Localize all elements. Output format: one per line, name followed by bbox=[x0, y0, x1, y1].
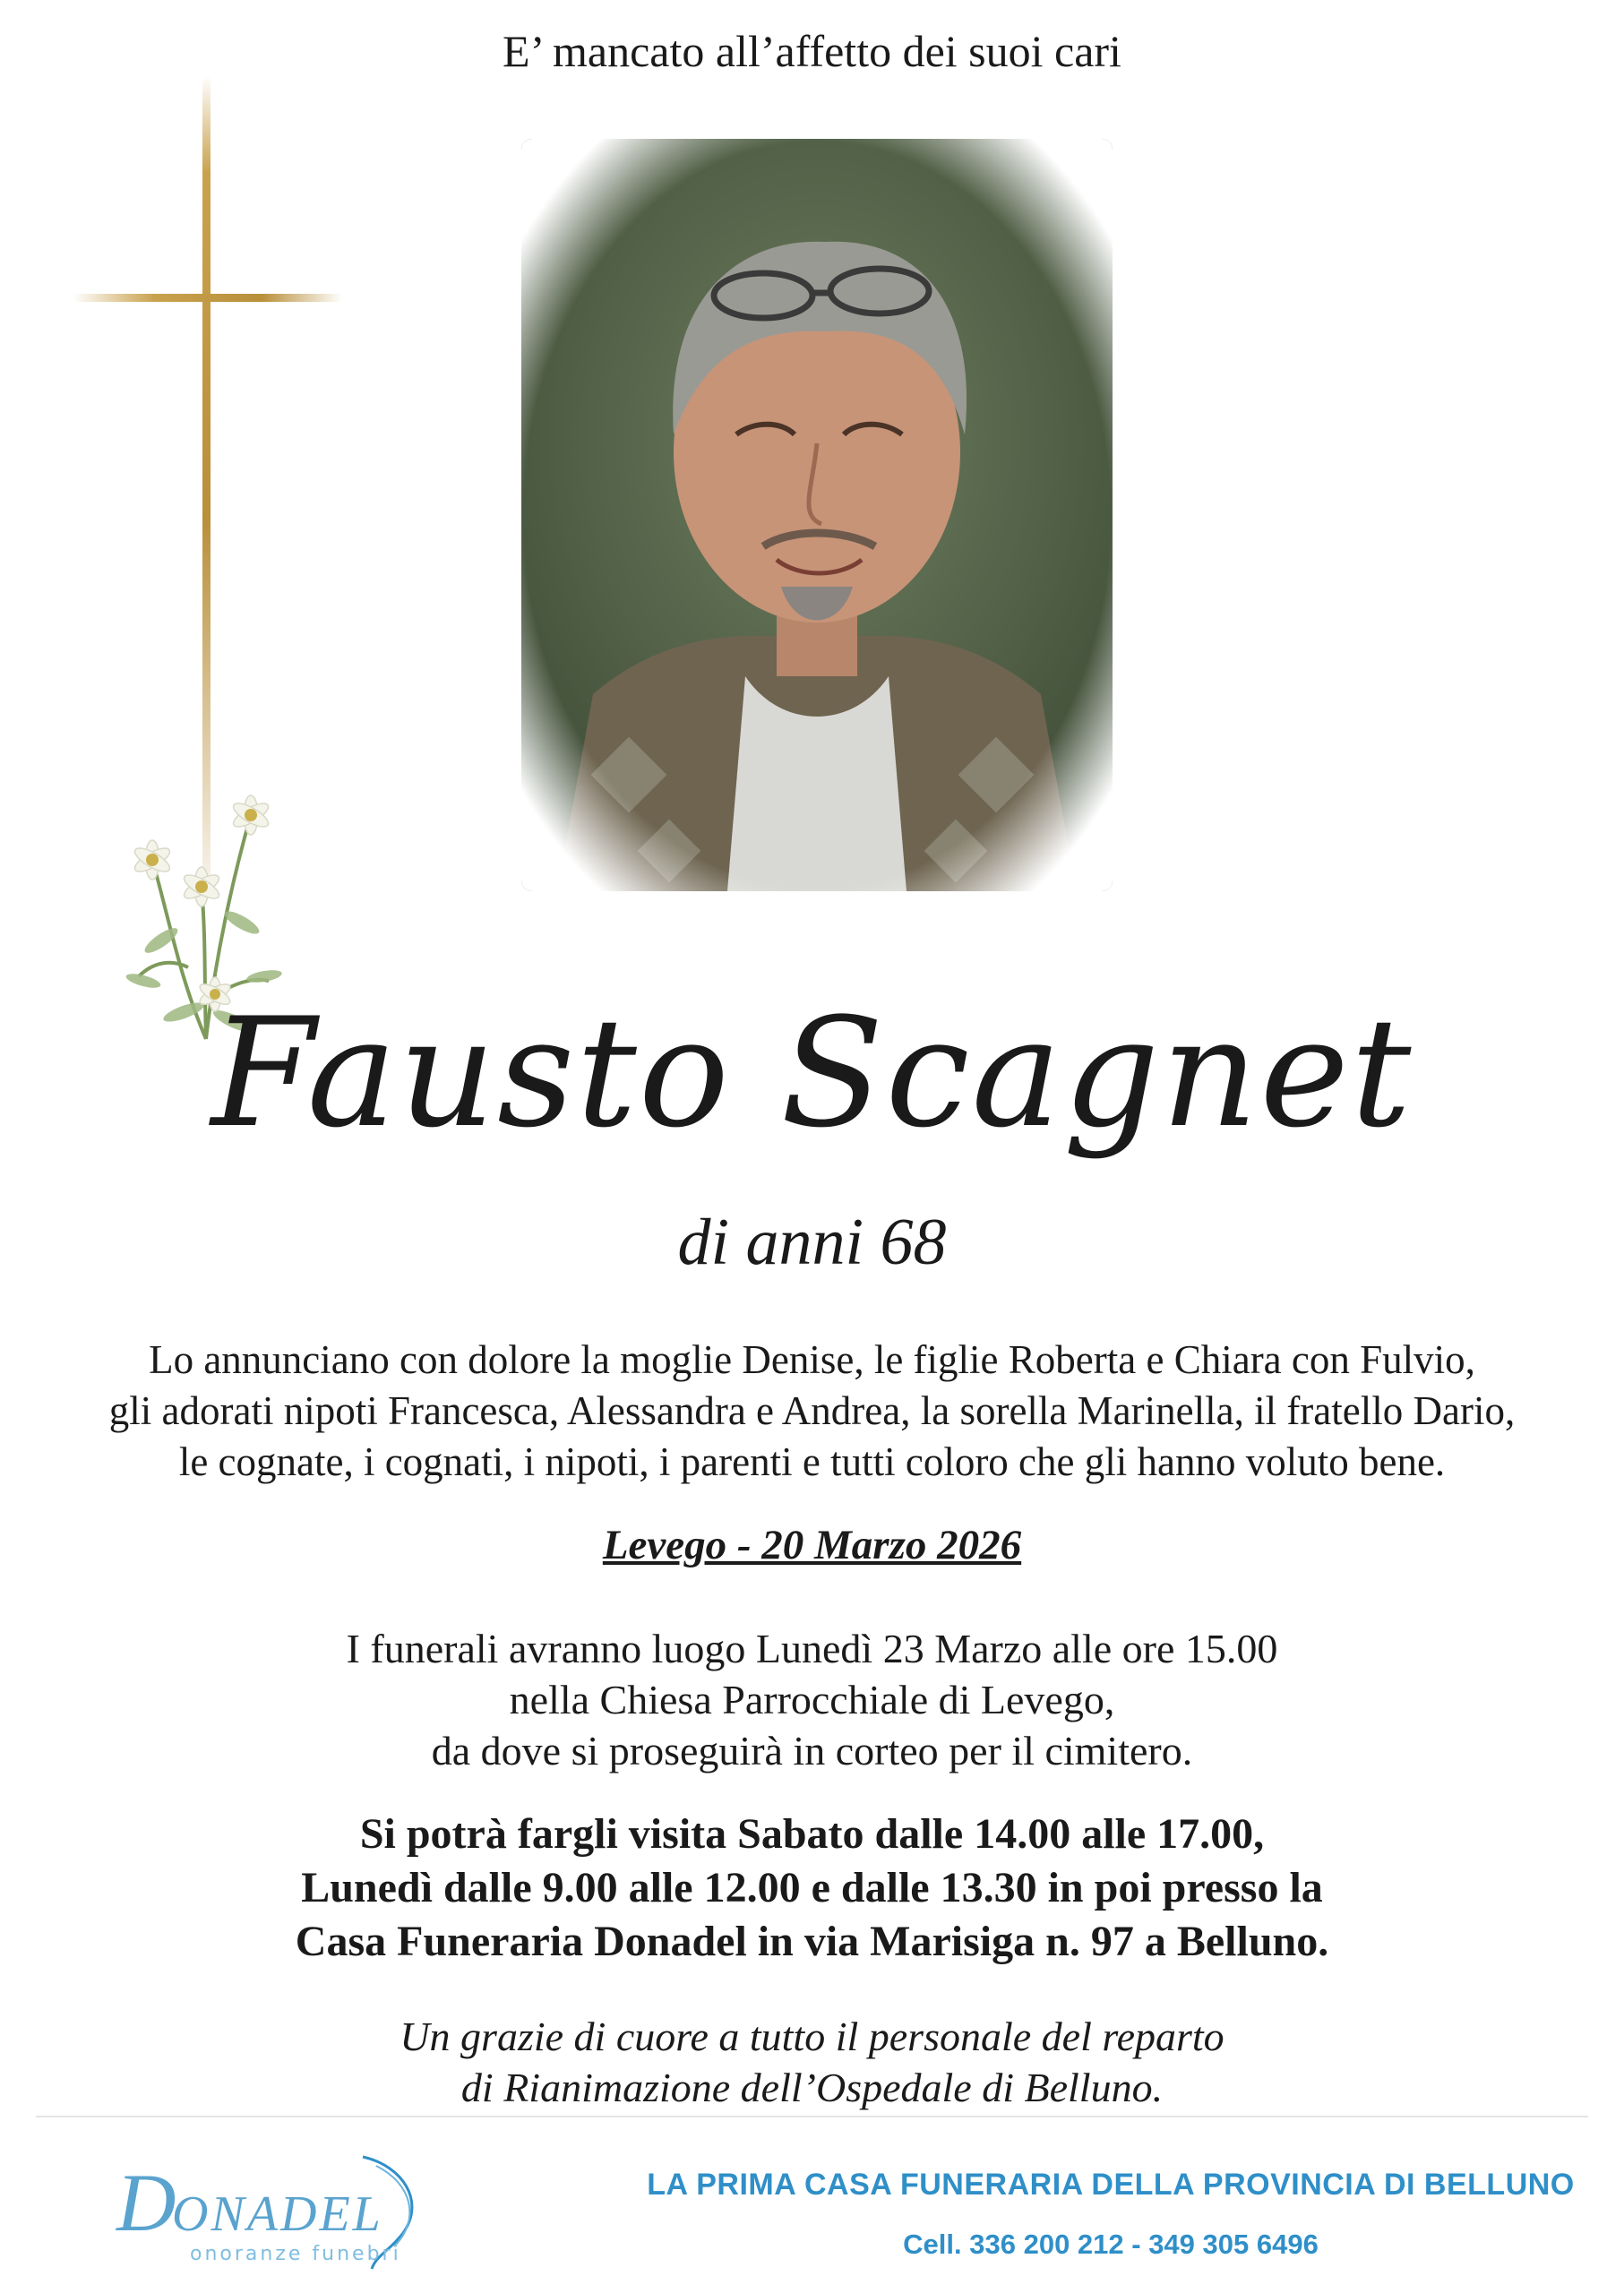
thanks-text bbox=[0, 2011, 1624, 2113]
visit-line: Lunedì dalle 9.00 alle 12.00 e dalle 13.30 in poi presso la bbox=[301, 1864, 1323, 1911]
visit-line: Casa Funeraria Donadel in via Marisiga n. 97 a Belluno. bbox=[295, 1918, 1329, 1965]
funeral-line: I funerali avranno luogo Lunedì 23 Marzo alle ore 15.00 bbox=[346, 1626, 1278, 1671]
header-text: E’ mancato all’affetto dei suoi cari bbox=[503, 26, 1121, 76]
visit-info bbox=[0, 1808, 1624, 1969]
visit-line: Si potrà fargli visita Sabato dalle 14.00 alle 17.00, bbox=[359, 1810, 1265, 1858]
announcement-line: Lo annunciano con dolore la moglie Denise, le figlie Roberta e Chiara con Fulvio, bbox=[149, 1337, 1475, 1382]
logo-subtext: onoranze funebri bbox=[190, 2243, 401, 2265]
logo-text: ONADEL bbox=[172, 2186, 383, 2242]
cross-bar bbox=[73, 294, 342, 302]
funeral-line: nella Chiesa Parrocchiale di Levego, bbox=[509, 1677, 1115, 1722]
deceased-age: di anni 68 bbox=[677, 1206, 947, 1279]
thanks-line: di Rianimazione dell’Ospedale di Belluno. bbox=[460, 2065, 1164, 2110]
portrait-photo bbox=[521, 139, 1113, 891]
footer-tagline: LA PRIMA CASA FUNERARIA DELLA PROVINCIA DI BELLUNO bbox=[647, 2168, 1575, 2202]
deceased-name: Fausto Scagnet bbox=[211, 985, 1413, 1161]
funeral-info bbox=[0, 1623, 1624, 1776]
donadel-logo bbox=[107, 2148, 502, 2273]
footer-divider bbox=[36, 2116, 1588, 2117]
thanks-line: Un grazie di cuore a tutto il personale del reparto bbox=[400, 2014, 1224, 2059]
funeral-line: da dove si proseguirà in corteo per il cimitero. bbox=[431, 1728, 1193, 1773]
announcement-line: gli adorati nipoti Francesca, Alessandra e Andrea, la sorella Marinella, il fratello Dario, bbox=[108, 1388, 1516, 1433]
footer-phones: Cell. 336 200 212 - 349 305 6496 bbox=[903, 2229, 1319, 2260]
place-date: Levego - 20 Marzo 2026 bbox=[602, 1522, 1022, 1568]
announcement-line: le cognate, i cognati, i nipoti, i parenti e tutti coloro che gli hanno voluto bene. bbox=[178, 1439, 1446, 1484]
svg-text:D: D bbox=[116, 2157, 176, 2248]
announcement-text bbox=[0, 1335, 1624, 1488]
